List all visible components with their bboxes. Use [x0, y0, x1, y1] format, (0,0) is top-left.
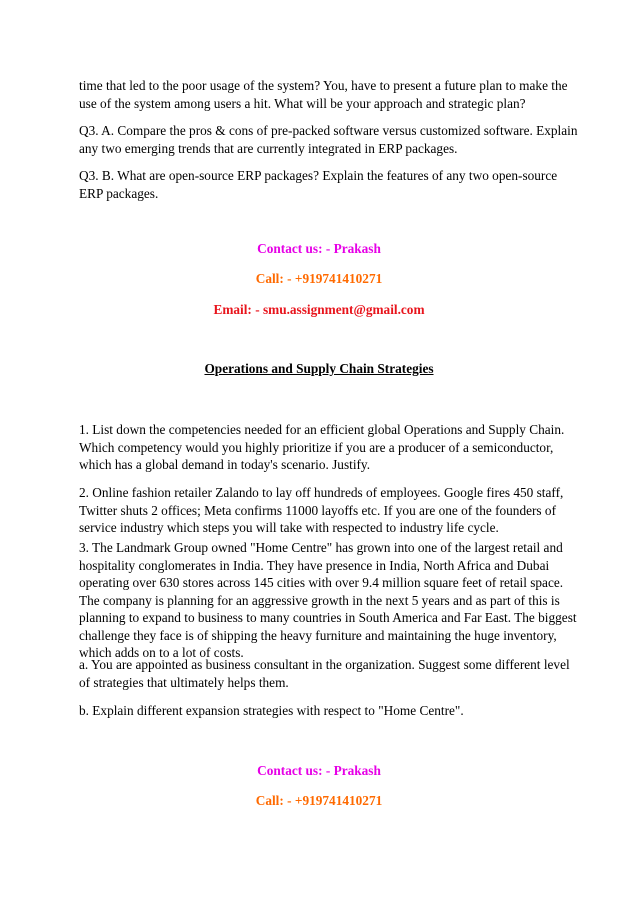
paragraph-question-3a [79, 656, 569, 691]
text-line: challenge they face is of shipping the heavy furniture and maintaining the huge inventory, [79, 627, 557, 643]
paragraph-question-1 [79, 421, 569, 474]
text-line: 3. The Landmark Group owned "Home Centre" has grown into one of the largest retail and [79, 540, 563, 555]
contact-email[interactable]: Email: - smu.assignment@gmail.com [213, 302, 425, 317]
text-line: of strategies that ultimately helps them. [79, 674, 289, 690]
section-title: Operations and Supply Chain Strategies [204, 361, 434, 376]
paragraph-question-2 [79, 484, 569, 537]
text-line: Q3. A. Compare the pros & cons of pre-packed software versus customized software. Explain [79, 123, 578, 138]
text-line: b. Explain different expansion strategies with respect to "Home Centre". [79, 703, 464, 718]
text-line: hospitality conglomerates in India. They have presence in India, North Africa and Dubai [79, 557, 550, 573]
text-line: any two emerging trends that are currently integrated in ERP packages. [79, 140, 458, 156]
contact-name-footer: Contact us: - Prakash [257, 763, 381, 778]
text-line: service industry which steps you will take with respected to industry life cycle. [79, 520, 499, 535]
text-line: 1. List down the competencies needed for an efficient global Operations and Supply Chain. [79, 422, 565, 437]
contact-phone-footer[interactable]: Call: - +919741410271 [255, 793, 383, 808]
text-line: Twitter shuts 2 offices; Meta confirms 11000 layoffs etc. If you are one of the founders of [79, 502, 557, 518]
text-line: ERP packages. [79, 185, 159, 201]
text-line: 2. Online fashion retailer Zalando to lay off hundreds of employees. Google fires 450 staff, [79, 485, 564, 500]
text-line: The company is planning for an aggressive growth in the next 5 years and as part of this is [79, 592, 560, 608]
text-line: Q3. B. What are open-source ERP packages? Explain the features of any two open-source [79, 168, 558, 183]
contact-phone[interactable]: Call: - +919741410271 [255, 271, 383, 286]
paragraph-q3b [79, 167, 569, 202]
text-line: a. You are appointed as business consultant in the organization. Suggest some different level [79, 657, 570, 672]
text-line: planning to expand to business to many countries in South America and Far East. The biggest [79, 610, 577, 625]
text-line: which has a global demand in today's scenario. Justify. [79, 457, 371, 472]
paragraph-q2-continuation [79, 77, 569, 112]
text-line: time that led to the poor usage of the system? You, have to present a future plan to make the [79, 78, 568, 93]
paragraph-q3a [79, 122, 578, 157]
text-line: operating over 630 stores across 145 cities with over 9.4 million square feet of retail space. [79, 575, 564, 590]
paragraph-question-3b [79, 702, 569, 720]
text-line: Which competency would you highly prioritize if you are a producer of a semiconductor, [79, 439, 554, 455]
paragraph-question-3 [79, 539, 577, 662]
contact-name: Contact us: - Prakash [257, 241, 381, 256]
text-line: which adds on to a lot of costs. [79, 645, 244, 660]
text-line: use of the system among users a hit. What will be your approach and strategic plan? [79, 95, 526, 111]
